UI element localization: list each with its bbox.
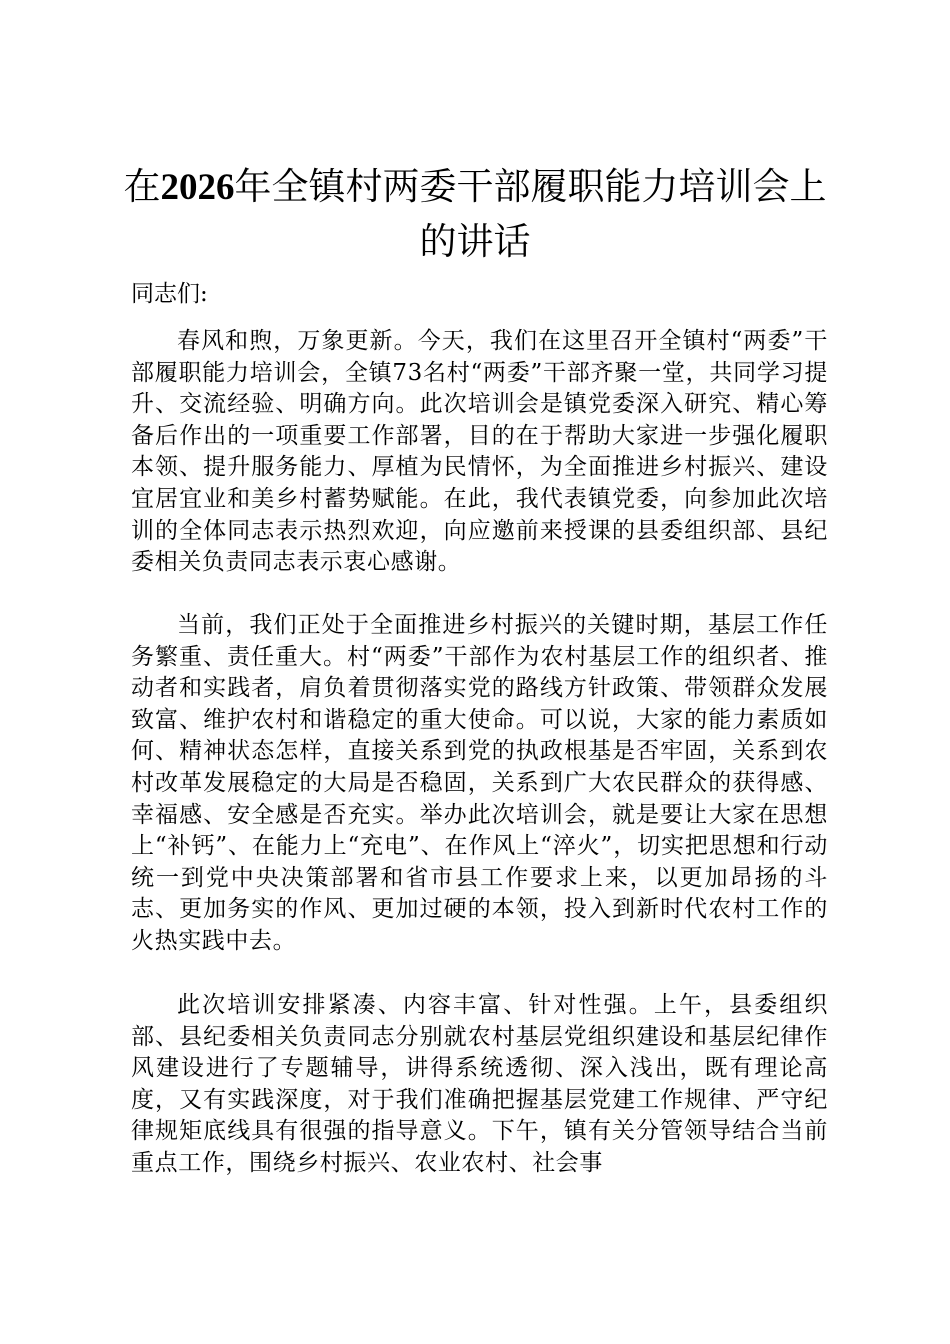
title-rest: 年全镇村两委干部履职能力培训会上的讲话	[234, 165, 827, 263]
salutation: 同志们:	[131, 281, 208, 307]
paragraph: 当前，我们正处于全面推进乡村振兴的关键时期，基层工作任务繁重、责任重大。村“两委”干部作为农村基层工作的组织者、推动者和实践者，肩负着贯彻落实党的路线方针政策、带领群众发展致富、维护农村和谐稳定的重大使命。可以说，大家的能力素质如何、精神状态怎样，直接关系到党的执政根基是否牢固，关系到农村改革发展稳定的大局是否稳固，关系到广大农民群众的获得感、幸福感、安全感是否充实。举办此次培训会，就是要让大家在思想上“补钙”、在能力上“充电”、在作风上“淬火”，切实把思想和行动统一到党中央决策部署和省市县工作要求上来，以更加昂扬的斗志、更加务实的作风、更加过硬的本领，投入到新时代农村工作的火热实践中去。	[131, 612, 828, 954]
paragraph: 春风和煦，万象更新。今天，我们在这里召开全镇村“两委”干部履职能力培训会，全镇73名村“两委”干部齐聚一堂，共同学习提升、交流经验、明确方向。此次培训会是镇党委深入研究、精心筹备后作出的一项重要工作部署，目的在于帮助大家进一步强化履职本领、提升服务能力、厚植为民情怀，为全面推进乡村振兴、建设宜居宜业和美乡村蓄势赋能。在此，我代表镇党委，向参加此次培训的全体同志表示热烈欢迎，向应邀前来授课的县委组织部、县纪委相关负责同志表示衷心感谢。	[131, 328, 828, 576]
title-year: 2026	[160, 167, 235, 208]
paragraph: 此次培训安排紧凑、内容丰富、针对性强。上午，县委组织部、县纪委相关负责同志分别就农村基层党组织建设和基层纪律作风建设进行了专题辅导，讲得系统透彻、深入浅出，既有理论高度，又有实践深度，对于我们准确把握基层党建工作规律、严守纪律规矩底线具有很强的指导意义。下午，镇有关分管领导结合当前重点工作，围绕乡村振兴、农业农村、社会事	[131, 992, 828, 1176]
document-title	[110, 160, 840, 269]
title-prefix: 在	[123, 165, 161, 208]
